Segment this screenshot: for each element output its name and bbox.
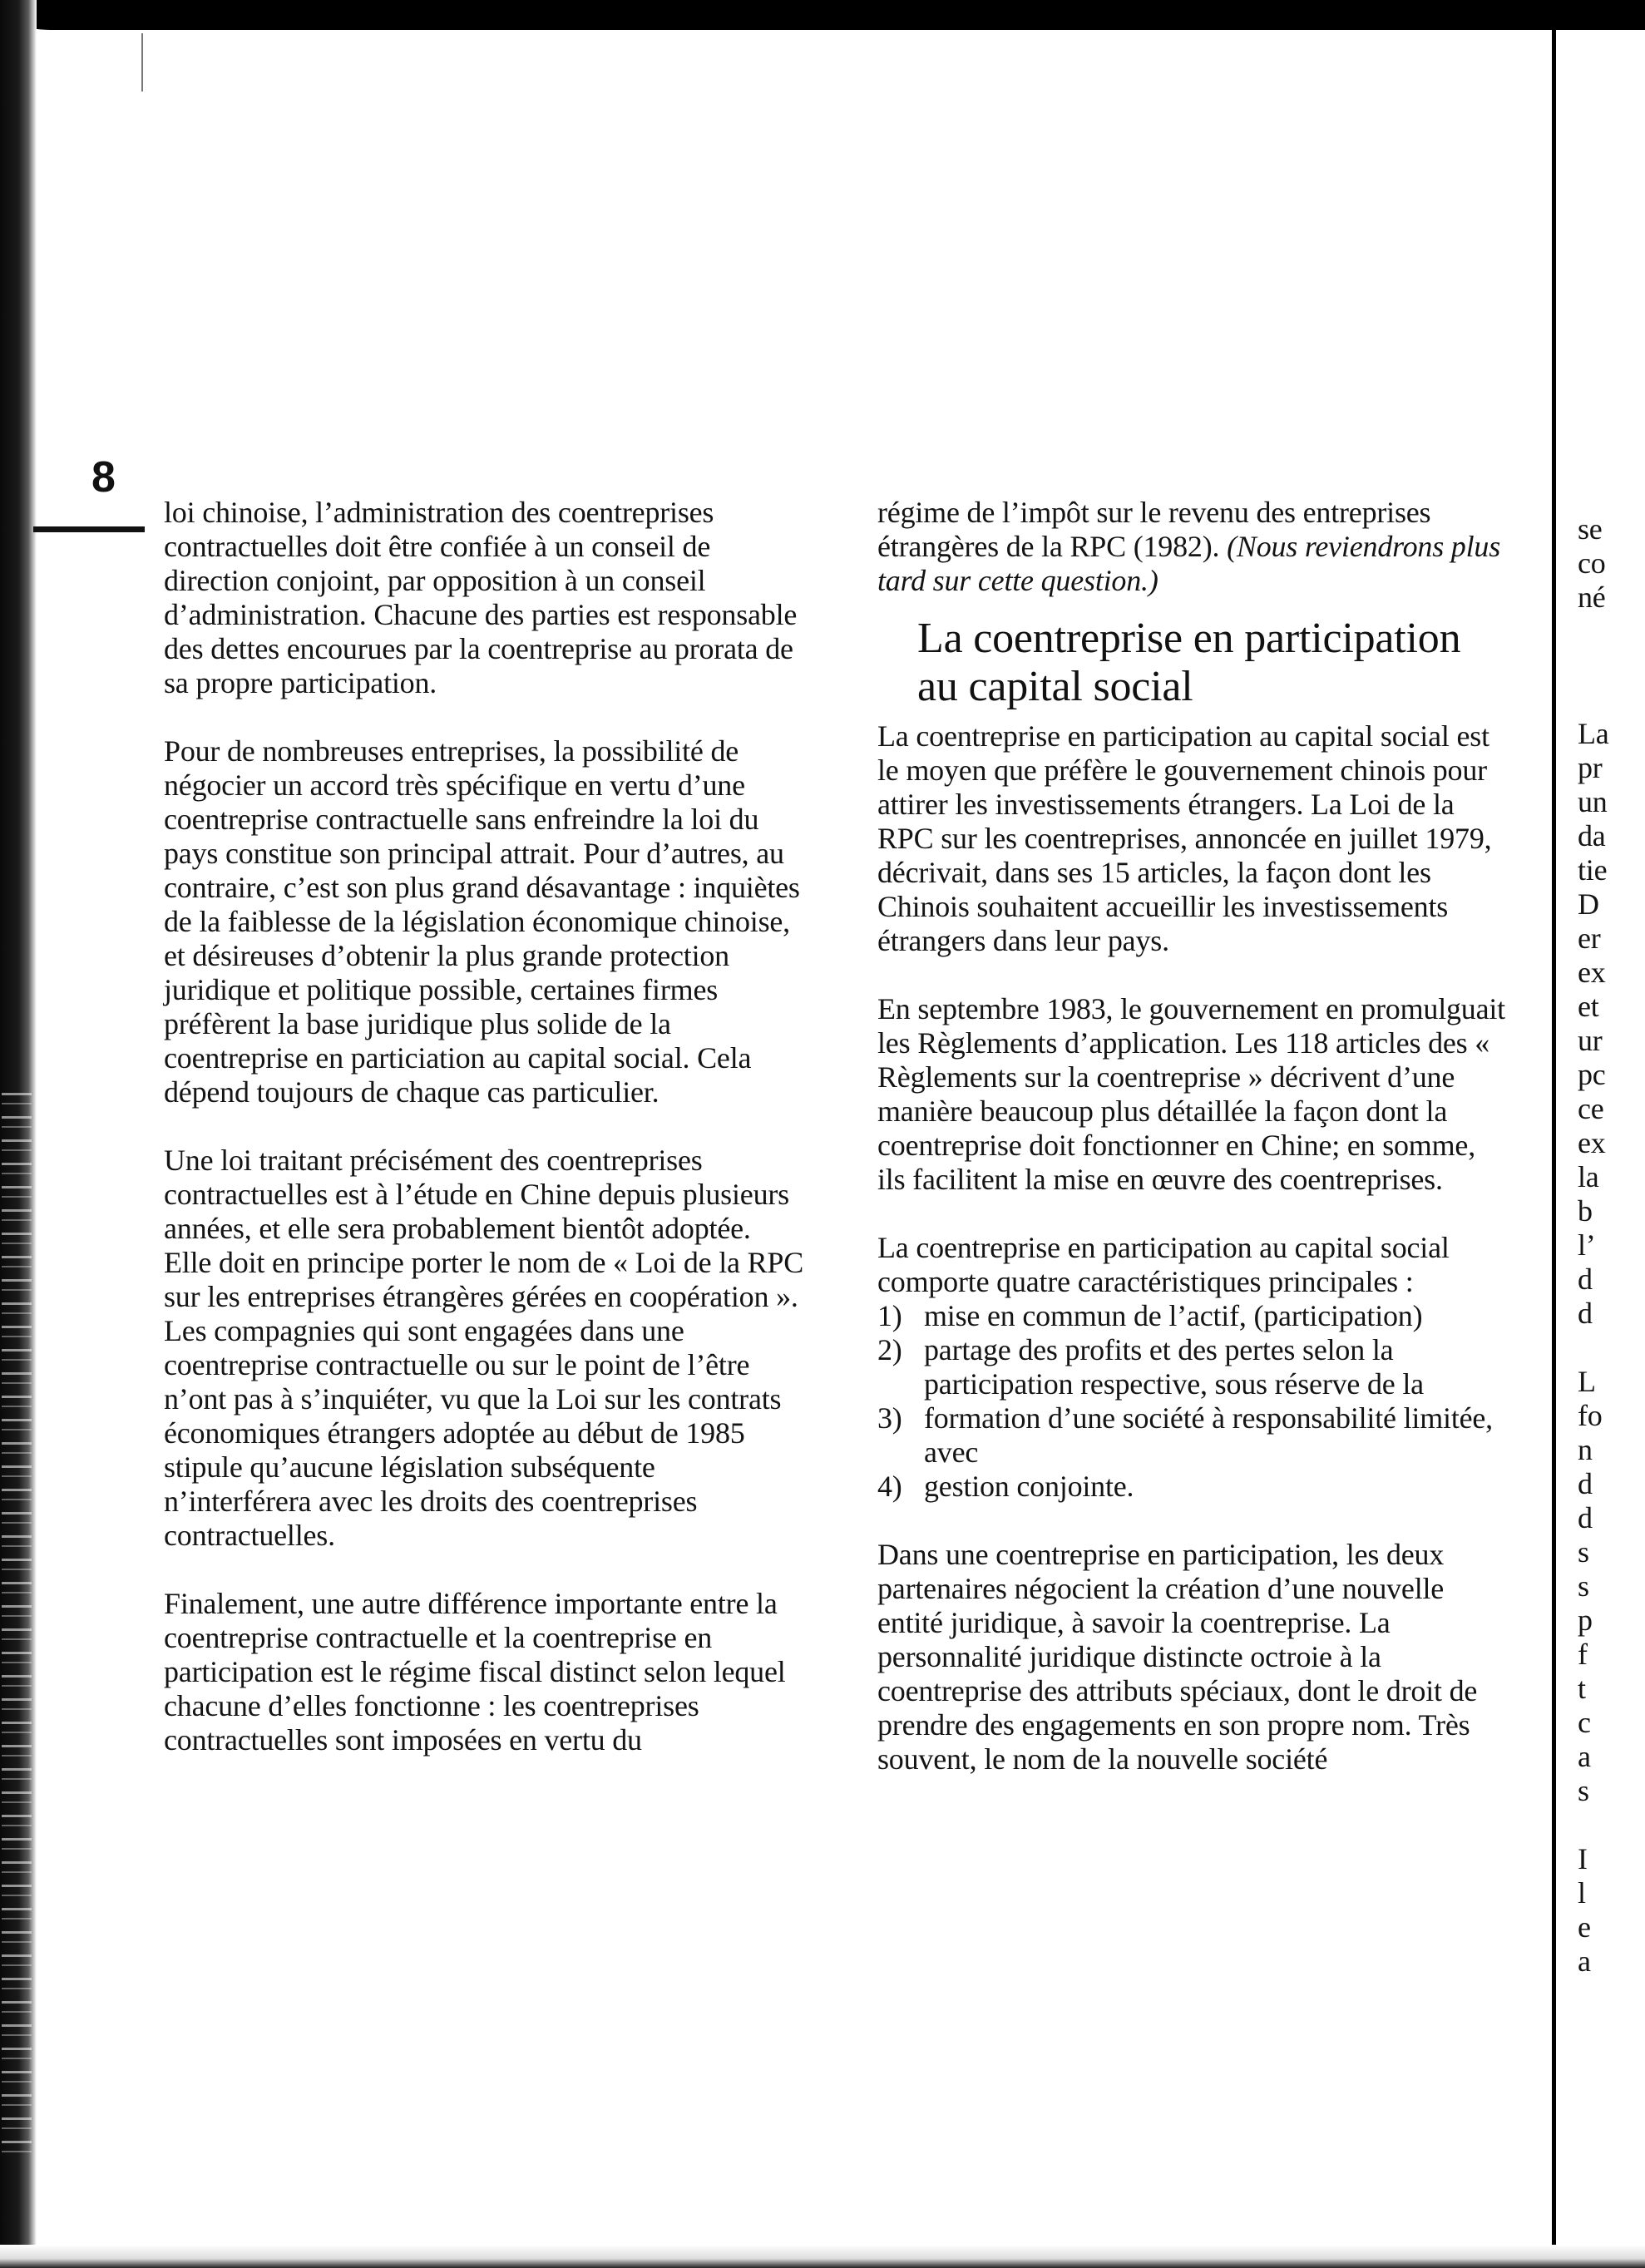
facing-page-fragment-group xyxy=(1578,512,1645,615)
facing-page-line-fragment: t xyxy=(1578,1672,1586,1705)
facing-page-line-fragment: d xyxy=(1578,1297,1593,1330)
facing-page-line-fragment: l xyxy=(1578,1876,1586,1910)
facing-page-line-fragment: d xyxy=(1578,1262,1593,1296)
facing-page-line-fragment: s xyxy=(1578,1774,1589,1807)
facing-page-line-fragment: La xyxy=(1578,717,1609,750)
list-item xyxy=(877,1299,1509,1333)
paragraph: La coentreprise en participation au capital social est le moyen que préfère le gouvernement chinois pour attirer les investissements étrangers. La Loi de la RPC sur les coentreprises, annoncée en juillet 1979, décrivait, dans ses 15 articles, la façon dont les Chinois souhaitent accueillir les investissements étrangers dans leur pays. xyxy=(877,719,1492,957)
facing-page-line-fragment: L xyxy=(1578,1365,1596,1398)
list-item xyxy=(877,1333,1509,1401)
facing-page-line-fragment: l’ xyxy=(1578,1228,1596,1262)
facing-page-line-fragment: e xyxy=(1578,1910,1591,1944)
facing-page-line-fragment: ex xyxy=(1578,956,1606,989)
scan-border-bottom xyxy=(0,2245,1645,2268)
facing-page-line-fragment: se xyxy=(1578,512,1603,546)
facing-page-fragment-group xyxy=(1578,717,1645,1331)
list-item-number: 2) xyxy=(877,1333,902,1366)
list-item-text: partage des profits et des pertes selon la participation respective, sous réserve de la xyxy=(924,1333,1424,1401)
characteristics-list xyxy=(877,1299,1509,1504)
paragraph: loi chinoise, l’administration des coentreprises contractuelles doit être confiée à un conseil de direction conjoint, par opposition à un conseil d’administration. Chacune des parties est responsable des dettes encourues par la coentreprise au prorata de sa propre participation. xyxy=(164,496,798,699)
list-item-number: 1) xyxy=(877,1299,902,1332)
facing-page-line-fragment: s xyxy=(1578,1569,1589,1603)
scan-noise xyxy=(2,1081,32,2162)
paragraph: En septembre 1983, le gouvernement en promulguait les Règlements d’application. Les 118 articles des « Règlements sur la coentreprise » décrivent d’une manière beaucoup plus détaillée la façon dont la coentreprise doit fonctionner en Chine; en somme, ils facilitent la mise en œuvre des coentreprises. xyxy=(877,992,1505,1196)
facing-page-line-fragment: et xyxy=(1578,990,1599,1023)
facing-page-line-fragment: c xyxy=(1578,1706,1591,1739)
left-column xyxy=(164,496,804,1791)
facing-page-line-fragment: er xyxy=(1578,922,1601,955)
facing-page-line-fragment: p xyxy=(1578,1603,1593,1637)
facing-page-line-fragment: fo xyxy=(1578,1399,1603,1432)
paragraph-text: régime de l’impôt sur le revenu des entreprises étrangères de la RPC (1982). xyxy=(877,496,1431,563)
page-number-rule xyxy=(33,526,145,532)
list-item-number: 3) xyxy=(877,1401,902,1435)
list-item-text: formation d’une société à responsabilité limitée, avec xyxy=(924,1401,1493,1469)
facing-page-line-fragment: un xyxy=(1578,785,1608,818)
facing-page-text xyxy=(1578,512,1645,2013)
facing-page-line-fragment: ex xyxy=(1578,1126,1606,1159)
list-intro: La coentreprise en participation au capital social comporte quatre caractéristiques principales : xyxy=(877,1231,1450,1298)
paragraph xyxy=(877,496,1509,598)
facing-page-line-fragment: né xyxy=(1578,581,1606,614)
middle-column xyxy=(877,496,1509,1811)
facing-page-line-fragment: b xyxy=(1578,1194,1593,1228)
paragraph: Une loi traitant précisément des coentreprises contractuelles est à l’étude en Chine depuis plusieurs années, et elle sera probablement bientôt adoptée. Elle doit en principe porter le nom de « Loi de la RPC sur les entreprises étrangères gérées en coopération ». Les compagnies qui sont engagées dans une coentreprise contractuelle ou sur le point de l’être n’ont pas à s’inquiéter, vu que la Loi sur les contrats économiques étrangers adoptée au début de 1985 stipule qu’aucune législation subséquente n’interférera avec les droits des coentreprises contractuelles. xyxy=(164,1144,804,1552)
facing-page-line-fragment: pr xyxy=(1578,751,1603,784)
facing-page-line-fragment: d xyxy=(1578,1467,1593,1500)
section-heading: La coentreprise en participation au capital social xyxy=(917,615,1461,710)
paragraph: Pour de nombreuses entreprises, la possibilité de négocier un accord très spécifique en vertu d’une coentreprise contractuelle sans enfreindre la loi du pays constitue son principal attrait. Pour d’autres, au contraire, c’est son plus grand désavantage : inquiètes de la faiblesse de la législation économique chinoise, et désireuses d’obtenir la plus grande protection juridique et politique possible, certaines firmes préfèrent la base juridique plus solide de la coentreprise en particiation au capital social. Cela dépend toujours de chaque cas particulier. xyxy=(164,734,800,1109)
list-item-text: mise en commun de l’actif, (participation) xyxy=(924,1299,1423,1332)
facing-page-line-fragment: a xyxy=(1578,1740,1591,1773)
facing-page-line-fragment: da xyxy=(1578,819,1606,852)
facing-page-line-fragment: co xyxy=(1578,546,1606,580)
facing-page-fragment-group xyxy=(1578,1365,1645,1808)
facing-page-line-fragment: n xyxy=(1578,1433,1593,1466)
paragraph-italic-note: (Nous reviendrons plus tard sur cette question.) xyxy=(877,530,1501,597)
paragraph: Finalement, une autre différence importante entre la coentreprise contractuelle et la coentreprise en participation est le régime fiscal distinct selon lequel chacune d’elles fonctionne : les coentreprises contractuelles sont imposées en vertu du xyxy=(164,1587,786,1757)
paragraph: Dans une coentreprise en participation, les deux partenaires négocient la création d’une nouvelle entité juridique, à savoir la coentreprise. La personnalité juridique distincte octroie à la coentreprise des attributs spéciaux, dont le droit de prendre des engagements en son propre nom. Très souvent, le nom de la nouvelle société xyxy=(877,1538,1478,1776)
facing-page-line-fragment: la xyxy=(1578,1160,1599,1193)
facing-page-line-fragment: f xyxy=(1578,1638,1588,1671)
facing-page-fragment-group xyxy=(1578,1842,1645,1979)
facing-page-line-fragment: ur xyxy=(1578,1024,1603,1057)
facing-page-line-fragment: D xyxy=(1578,887,1599,921)
facing-page-line-fragment: a xyxy=(1578,1944,1591,1978)
facing-page-line-fragment: s xyxy=(1578,1535,1589,1569)
list-item-number: 4) xyxy=(877,1470,902,1503)
facing-page xyxy=(1556,30,1645,2268)
list-item xyxy=(877,1470,1509,1504)
list-item xyxy=(877,1401,1509,1470)
facing-page-line-fragment: tie xyxy=(1578,853,1608,887)
crop-mark xyxy=(141,33,143,91)
facing-page-line-fragment: d xyxy=(1578,1501,1593,1534)
facing-page-line-fragment: I xyxy=(1578,1842,1588,1875)
facing-page-line-fragment: pc xyxy=(1578,1058,1606,1091)
facing-page-line-fragment: ce xyxy=(1578,1092,1604,1125)
scan-border-top xyxy=(0,0,1645,30)
list-item-text: gestion conjointe. xyxy=(924,1470,1134,1503)
page-number: 8 xyxy=(91,453,116,502)
